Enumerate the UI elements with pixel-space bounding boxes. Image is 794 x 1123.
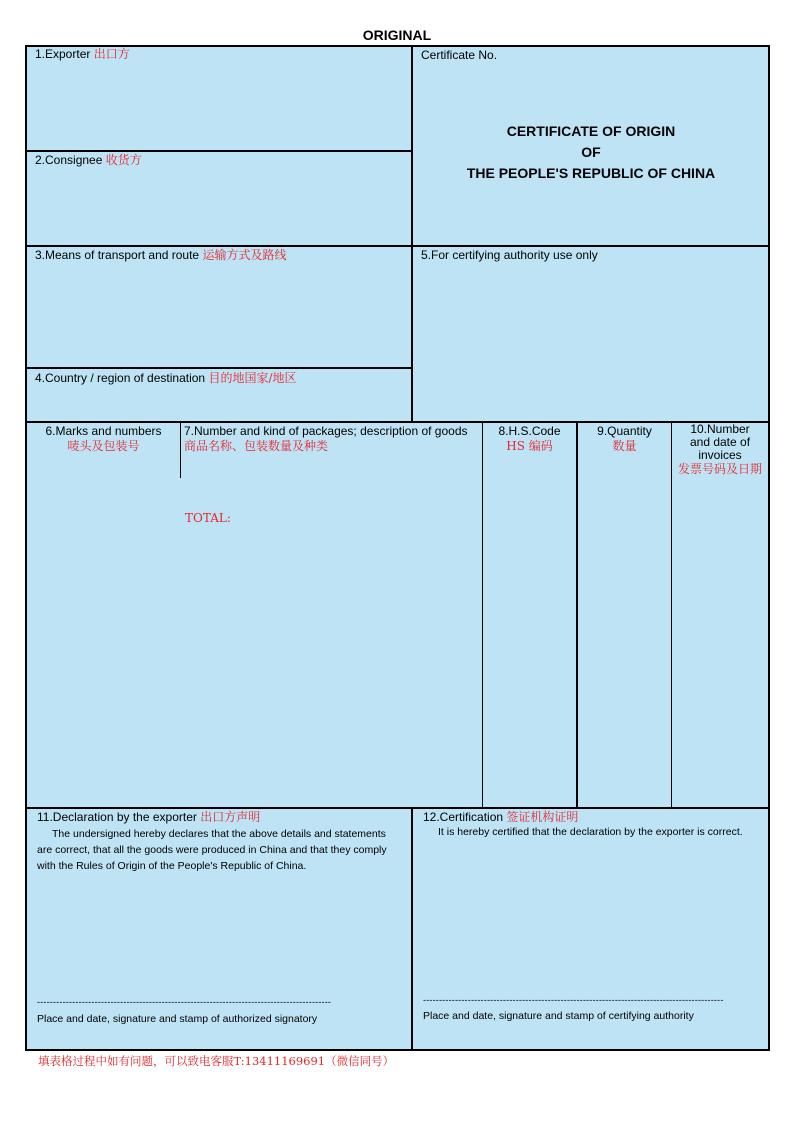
declaration-header (37, 810, 260, 824)
exporter-label: 1.Exporter (35, 47, 91, 61)
packages-label: 7.Number and kind of packages; description of goods (184, 424, 468, 438)
invoices-label-line2: and date of (689, 435, 751, 449)
certification-signature-line: ---------------------------------------------------------------------------------------------- (423, 995, 724, 1005)
total-label: TOTAL: (185, 511, 231, 525)
quantity-label: 9.Quantity (597, 424, 652, 438)
certification-signature-label: Place and date, signature and stamp of certifying authority (423, 1010, 694, 1022)
declaration-signature-line: -------------------------------------------------------------------------------------------- (37, 997, 332, 1007)
destination-label-cn: 目的地国家/地区 (208, 371, 297, 385)
divider-exporter-consignee (25, 150, 413, 152)
divider-lower-vertical (411, 807, 413, 1051)
exporter-label-cn: 出口方 (93, 47, 130, 61)
declaration-signature-label: Place and date, signature and stamp of authorized signatory (37, 1013, 318, 1025)
destination-box[interactable] (35, 371, 297, 385)
certifying-authority-label: 5.For certifying authority use only (421, 248, 598, 262)
marks-label-cn: 唛头及包装号 (67, 439, 140, 453)
form-background (26, 46, 769, 1050)
divider-row-2 (25, 245, 770, 247)
marks-header (27, 425, 180, 453)
frame-bottom (25, 1049, 770, 1051)
transport-label-cn: 运输方式及路线 (202, 248, 287, 262)
certificate-title-line1: CERTIFICATE OF ORIGIN (506, 123, 676, 139)
declaration-text-line3: with the Rules of Origin of the People's Republic of China. (37, 860, 307, 872)
transport-box[interactable] (35, 248, 286, 262)
document-title: ORIGINAL (362, 27, 432, 43)
certification-text: It is hereby certified that the declaration by the exporter is correct. (438, 826, 743, 838)
hscode-label: 8.H.S.Code (498, 424, 561, 438)
packages-label-cn: 商品名称、包装数量及种类 (184, 439, 329, 453)
invoices-header (672, 423, 768, 476)
certificate-title-line2: OF (581, 144, 601, 160)
certification-label: 12.Certification (423, 810, 504, 824)
divider-hscode-quantity (576, 421, 578, 809)
frame-left (25, 45, 27, 1051)
destination-label: 4.Country / region of destination (35, 371, 206, 385)
declaration-label-cn: 出口方声明 (200, 810, 261, 824)
certificate-title-line3: THE PEOPLE'S REPUBLIC OF CHINA (466, 165, 716, 181)
divider-upper-vertical (411, 45, 413, 422)
certificate-no-label: Certificate No. (421, 48, 498, 62)
declaration-text-line2: are correct, that all the goods were produced in China and that they comply (37, 844, 387, 856)
quantity-label-cn: 数量 (612, 439, 637, 453)
invoices-label-line3: invoices (698, 448, 742, 462)
divider-transport-destination (25, 367, 413, 369)
divider-marks-packages (180, 421, 181, 478)
divider-packages-hscode (482, 421, 483, 809)
hscode-label-cn: HS 编码 (506, 439, 553, 453)
invoices-label-cn: 发票号码及日期 (677, 462, 762, 476)
exporter-box[interactable] (35, 47, 130, 61)
marks-label: 6.Marks and numbers (45, 424, 162, 438)
hscode-header (483, 425, 576, 453)
frame-top (25, 45, 770, 47)
invoices-label-line1: 10.Number (690, 422, 750, 436)
divider-goods-bottom (25, 807, 770, 809)
declaration-text-line1: The undersigned hereby declares that the above details and statements (52, 828, 386, 840)
divider-goods-top (25, 421, 770, 423)
certification-header (423, 810, 578, 824)
footer-note: 填表格过程中如有问题，可以致电客服T:13411169691（微信同号） (38, 1054, 395, 1068)
certification-label-cn: 签证机构证明 (506, 810, 579, 824)
divider-quantity-invoices (671, 421, 672, 809)
declaration-label: 11.Declaration by the exporter (37, 810, 197, 824)
quantity-header (578, 425, 671, 453)
transport-label: 3.Means of transport and route (35, 248, 200, 262)
consignee-label-cn: 收货方 (105, 153, 142, 167)
frame-right (768, 45, 770, 1051)
consignee-box[interactable] (35, 153, 142, 167)
packages-header (184, 425, 468, 453)
consignee-label: 2.Consignee (35, 153, 103, 167)
